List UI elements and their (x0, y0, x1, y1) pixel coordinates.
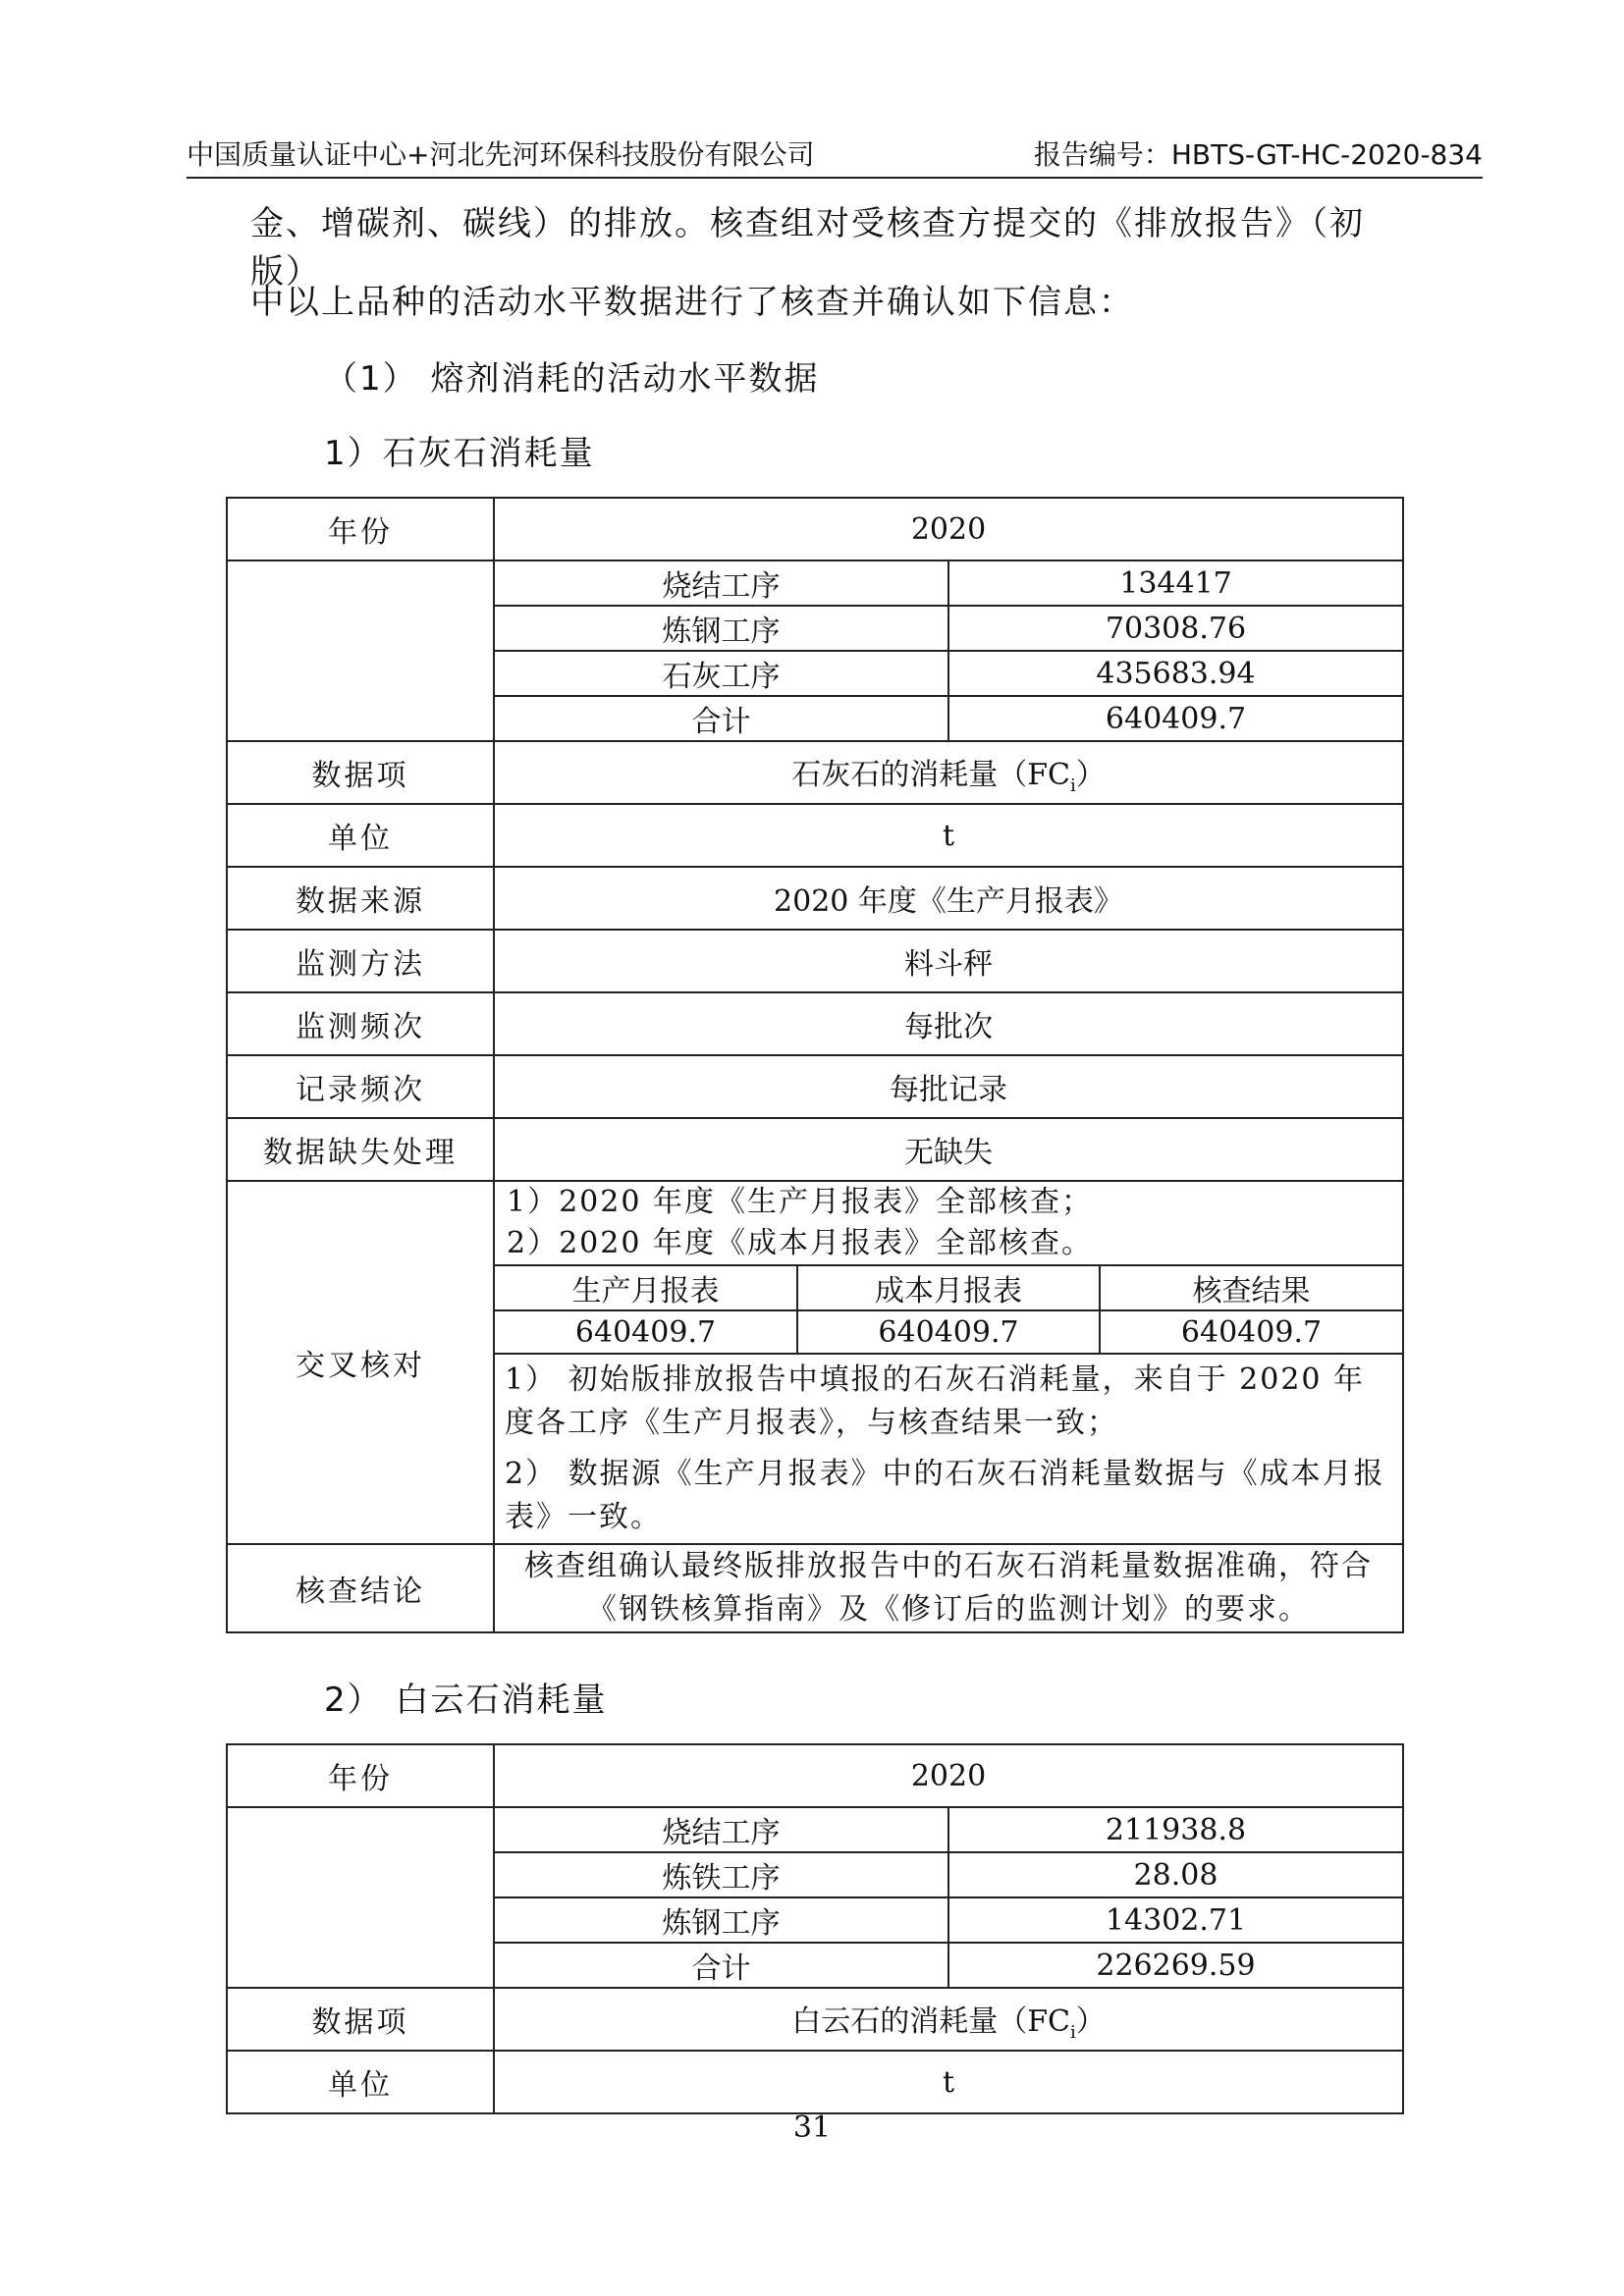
process-value: 70308.76 (948, 606, 1402, 651)
process-value: 226269.59 (948, 1943, 1402, 1987)
year-label: 年份 (227, 1744, 494, 1807)
frequency-value: 每批次 (494, 992, 1403, 1055)
page-header (187, 128, 1483, 179)
dolomite-table (226, 1743, 1404, 2114)
process-breakdown (495, 561, 1402, 740)
data-item-value: 石灰石的消耗量$(FC_i)$ (494, 741, 1403, 804)
process-value: 640409.7 (948, 696, 1402, 740)
table-row (495, 1266, 1402, 1310)
method-label: 监测方法 (227, 930, 494, 992)
cross-value: 640409.7 (797, 1310, 1100, 1354)
data-item-value: 白云石的消耗量$(FC_i)$ (494, 1988, 1403, 2051)
process-name: 石灰工序 (495, 651, 948, 696)
process-name: 炼钢工序 (495, 1897, 948, 1943)
table1-heading: 1）石灰石消耗量 (324, 434, 595, 473)
missing-label: 数据缺失处理 (227, 1118, 494, 1181)
header-report-number: 报告编号：HBTS-GT-HC-2020-834 (1033, 138, 1483, 171)
process-name: 合计 (691, 705, 751, 739)
section-title: （1） 熔剂消耗的活动水平数据 (324, 359, 820, 399)
method-value: 料斗秤 (494, 930, 1403, 992)
process-blank (227, 1807, 494, 1988)
table-row (495, 1808, 1402, 1852)
cross-value: 640409.7 (495, 1310, 797, 1354)
data-item-label: 数据项 (227, 741, 494, 804)
process-name: 烧结工序 (495, 1808, 948, 1852)
page-number: 31 (792, 2110, 832, 2145)
table-row (495, 651, 1402, 696)
process-name: 炼钢工序 (495, 606, 948, 651)
cross-check-note: 1） 初始版排放报告中填报的石灰石消耗量，来自于 2020 年度各工序《生产月报表》，与核查结果一致； (505, 1362, 1366, 1440)
table-row (495, 606, 1402, 651)
process-name: 合计 (691, 1951, 751, 1986)
cross-check-line: 2）2020 年度《成本月报表》全部核查。 (495, 1223, 1402, 1266)
intro-line-1: 金、增碳剂、碳线）的排放。核查组对受核查方提交的《排放报告》（初版） (250, 204, 1365, 292)
missing-value: 无缺失 (494, 1118, 1403, 1181)
year-label: 年份 (227, 498, 494, 561)
process-value: 14302.71 (948, 1897, 1402, 1943)
conclusion-label: 核查结论 (227, 1544, 494, 1632)
record-label: 记录频次 (227, 1055, 494, 1118)
intro-line-2: 中以上品种的活动水平数据进行了核查并确认如下信息： (250, 283, 1134, 322)
year-value: 2020 (494, 1744, 1403, 1807)
process-breakdown (495, 1808, 1402, 1987)
source-value: 2020 年度《生产月报表》 (494, 867, 1403, 930)
unit-value: t (494, 804, 1403, 867)
cross-check-line: 1）2020 年度《生产月报表》全部核查； (507, 1185, 1093, 1219)
table-row (495, 1897, 1402, 1943)
process-value: 211938.8 (948, 1808, 1402, 1852)
record-value: 每批记录 (494, 1055, 1403, 1118)
column-header: 生产月报表 (495, 1266, 797, 1310)
table2-heading: 2） 白云石消耗量 (324, 1681, 608, 1720)
cross-check-table (495, 1266, 1402, 1355)
frequency-label: 监测频次 (227, 992, 494, 1055)
unit-label: 单位 (227, 2051, 494, 2113)
source-label: 数据来源 (227, 867, 494, 930)
unit-label: 单位 (227, 804, 494, 867)
cross-value: 640409.7 (1100, 1310, 1402, 1354)
column-header: 成本月报表 (797, 1266, 1100, 1310)
process-value: 134417 (948, 561, 1402, 606)
table-row (495, 1943, 1402, 1987)
table-row (495, 696, 1402, 740)
process-name: 烧结工序 (495, 561, 948, 606)
process-blank (227, 561, 494, 741)
table-row (495, 1852, 1402, 1897)
table-row (495, 561, 1402, 606)
unit-value: t (494, 2051, 1403, 2113)
conclusion-value: 核查组确认最终版排放报告中的石灰石消耗量数据准确，符合《钢铁核算指南》及《修订后的监测计划》的要求。 (494, 1544, 1403, 1632)
column-header: 核查结果 (1100, 1266, 1402, 1310)
header-org: 中国质量认证中心+河北先河环保科技股份有限公司 (187, 138, 815, 171)
cross-check-note: 2） 数据源《生产月报表》中的石灰石消耗量数据与《成本月报表》一致。 (505, 1457, 1385, 1534)
data-item-label: 数据项 (227, 1988, 494, 2051)
table-row (495, 1310, 1402, 1354)
year-value: 2020 (494, 498, 1403, 561)
process-value: 435683.94 (948, 651, 1402, 696)
cross-check-label: 交叉核对 (227, 1181, 494, 1544)
limestone-table (226, 497, 1404, 1633)
process-value: 28.08 (948, 1852, 1402, 1897)
process-name: 炼铁工序 (495, 1852, 948, 1897)
